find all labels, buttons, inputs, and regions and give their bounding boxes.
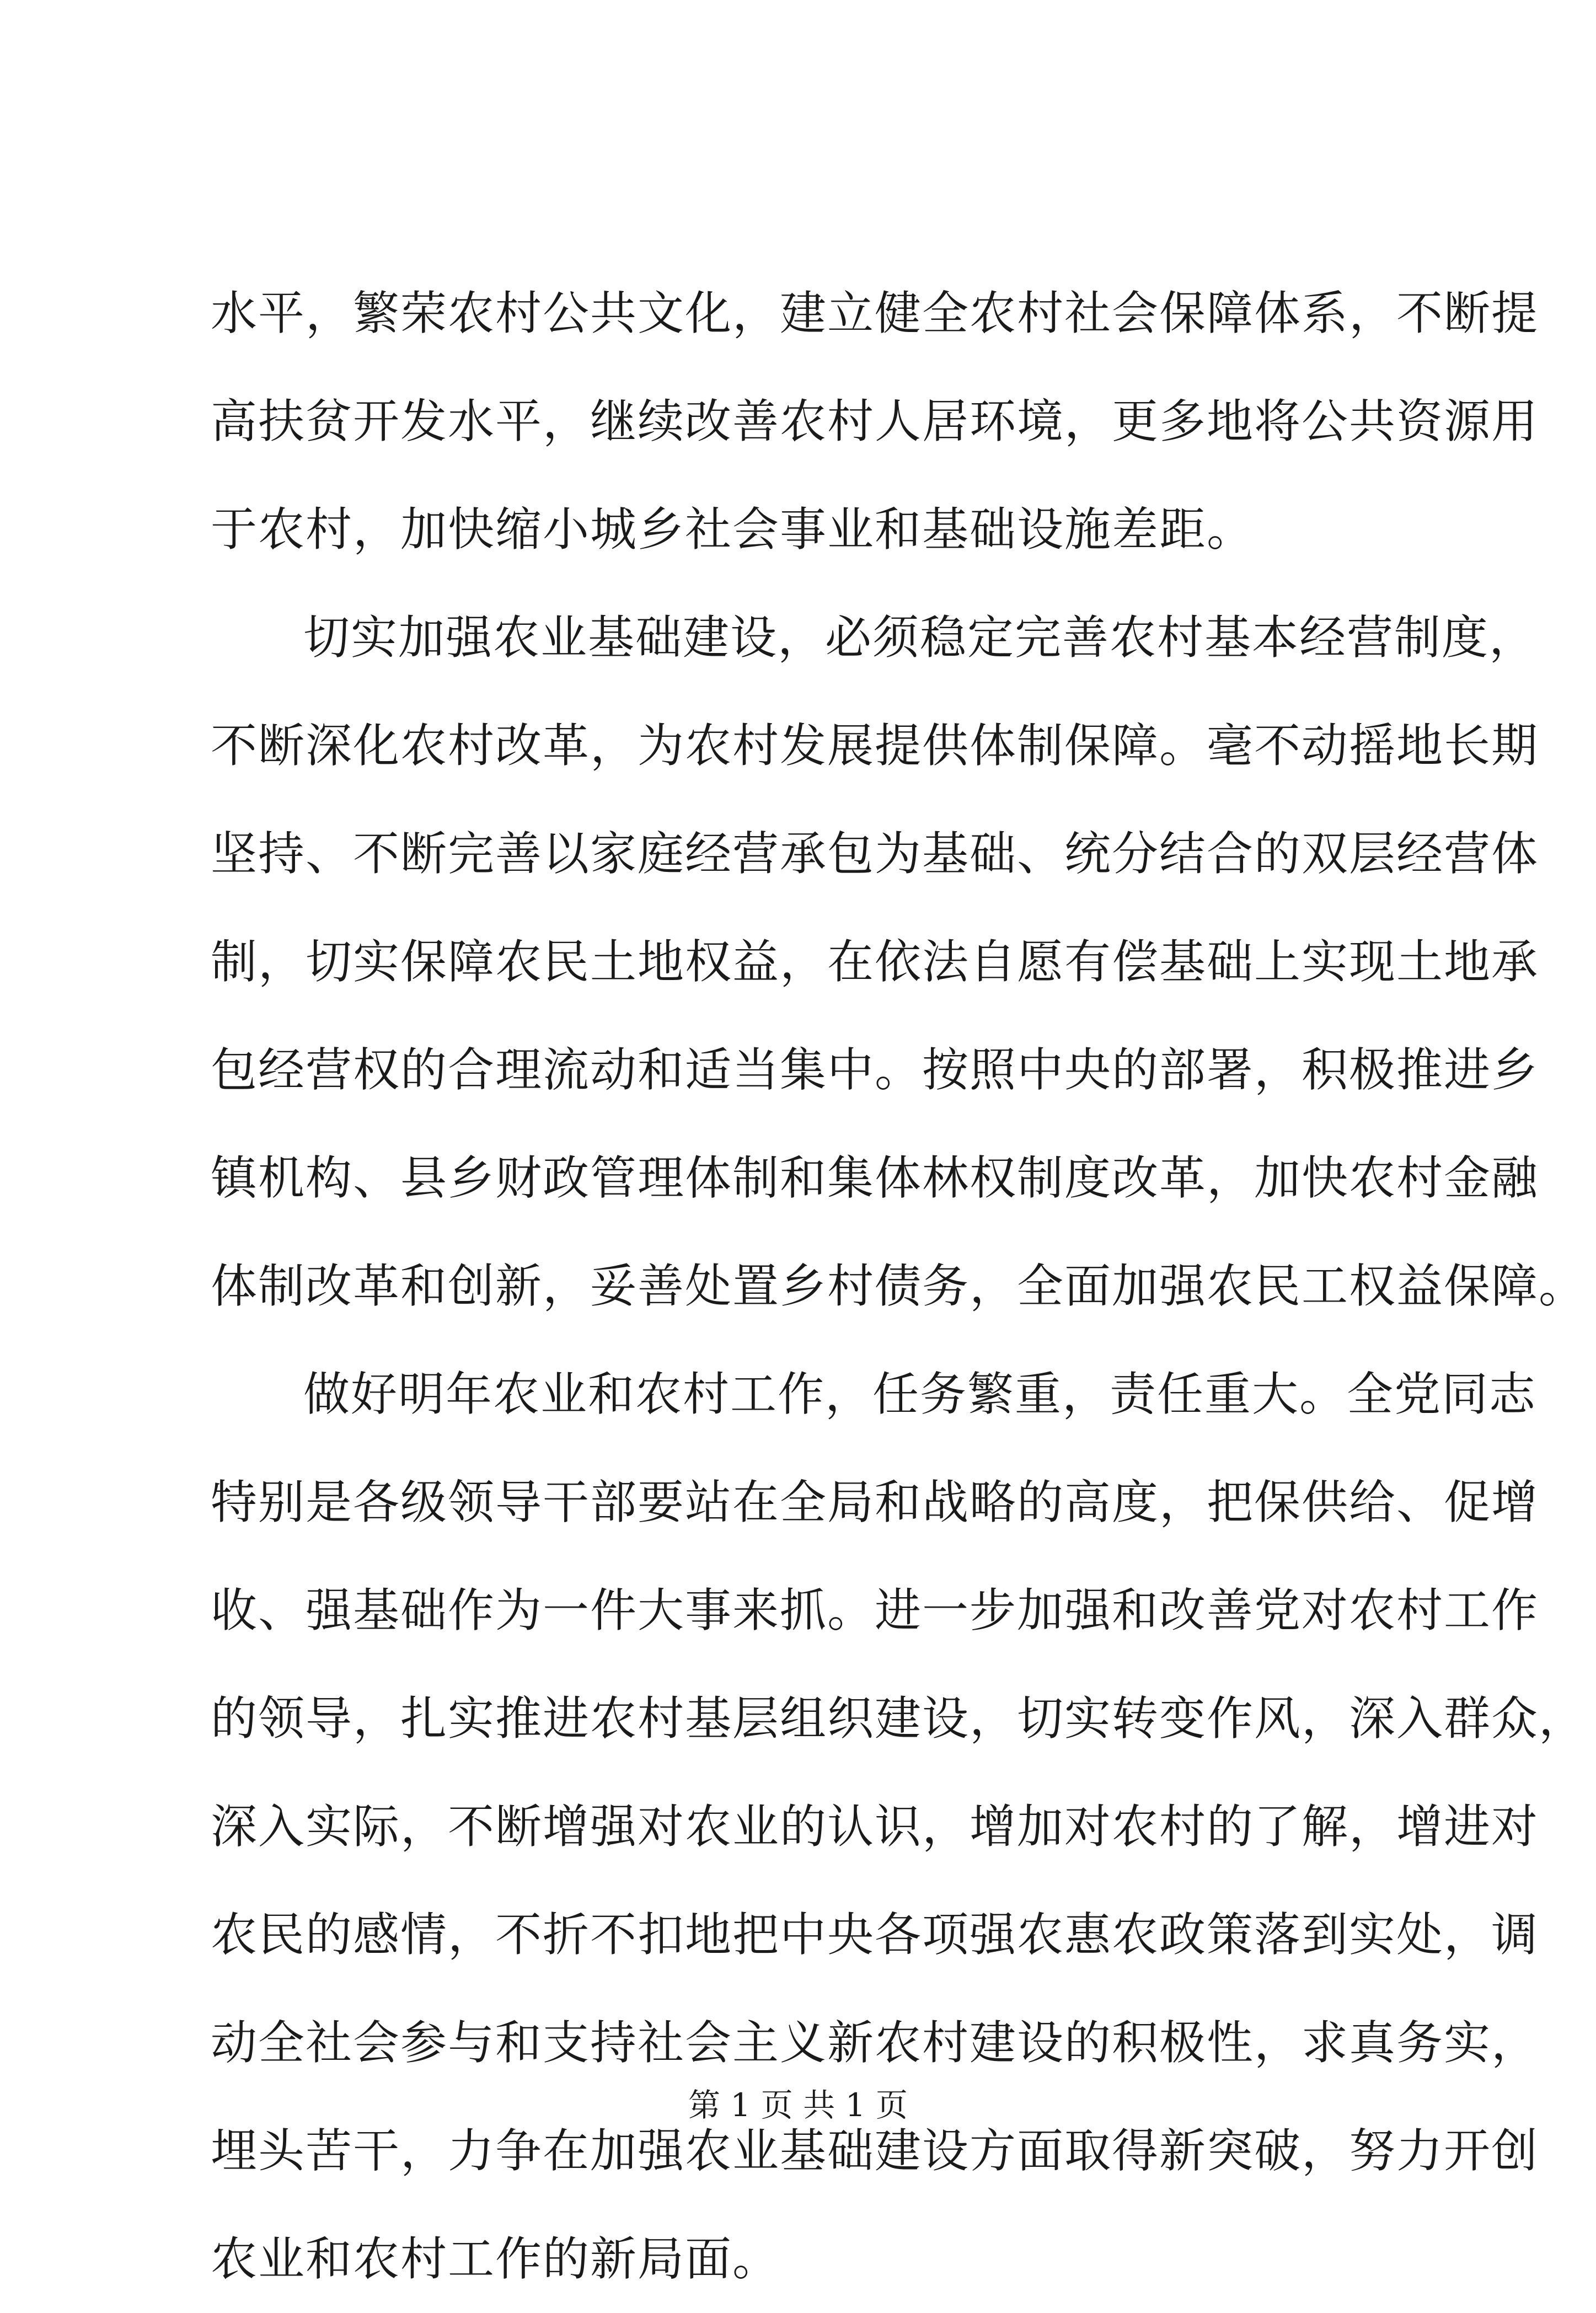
text-line: 切实加强农业基础建设，必须稳定完善农村基本经营制度，	[303, 611, 1537, 665]
text-line: 高扶贫开发水平，继续改善农村人居环境，更多地将公共资源用	[211, 394, 1539, 448]
text-line: 不断深化农村改革，为农村发展提供体制保障。毫不动摇地长期	[211, 719, 1539, 773]
text-line: 的领导，扎实推进农村基层组织建设，切实转变作风，深入群众，	[211, 1691, 1587, 1746]
text-line: 做好明年农业和农村工作，任务繁重，责任重大。全党同志	[303, 1367, 1537, 1421]
text-line: 埋头苦干，力争在加强农业基础建设方面取得新突破，努力开创	[211, 2124, 1539, 2178]
text-line: 体制改革和创新，妥善处置乡村债务，全面加强农民工权益保障。	[211, 1259, 1587, 1313]
text-line: 制，切实保障农民土地权益，在依法自愿有偿基础上实现土地承	[211, 935, 1539, 989]
text-line: 动全社会参与和支持社会主义新农村建设的积极性，求真务实，	[211, 2016, 1539, 2070]
text-line: 特别是各级领导干部要站在全局和战略的高度，把保供给、促增	[211, 1475, 1539, 1529]
text-line: 水平，繁荣农村公共文化，建立健全农村社会保障体系，不断提	[211, 286, 1539, 340]
document-body	[211, 259, 1587, 2313]
text-line: 镇机构、县乡财政管理体制和集体林权制度改革，加快农村金融	[211, 1151, 1539, 1205]
text-line: 深入实际，不断增强对农业的认识，增加对农村的了解，增进对	[211, 1800, 1539, 1854]
text-line: 包经营权的合理流动和适当集中。按照中央的部署，积极推进乡	[211, 1043, 1539, 1097]
text-line: 坚持、不断完善以家庭经营承包为基础、统分结合的双层经营体	[211, 827, 1539, 881]
text-line: 农民的感情，不折不扣地把中央各项强农惠农政策落到实处，调	[211, 1908, 1539, 1962]
text-line: 农业和农村工作的新局面。	[211, 2232, 780, 2286]
text-line: 收、强基础作为一件大事来抓。进一步加强和改善党对农村工作	[211, 1583, 1539, 1637]
text-line: 于农村，加快缩小城乡社会事业和基础设施差距。	[211, 502, 1255, 556]
page-footer: 第 1 页 共 1 页	[688, 2086, 908, 2124]
